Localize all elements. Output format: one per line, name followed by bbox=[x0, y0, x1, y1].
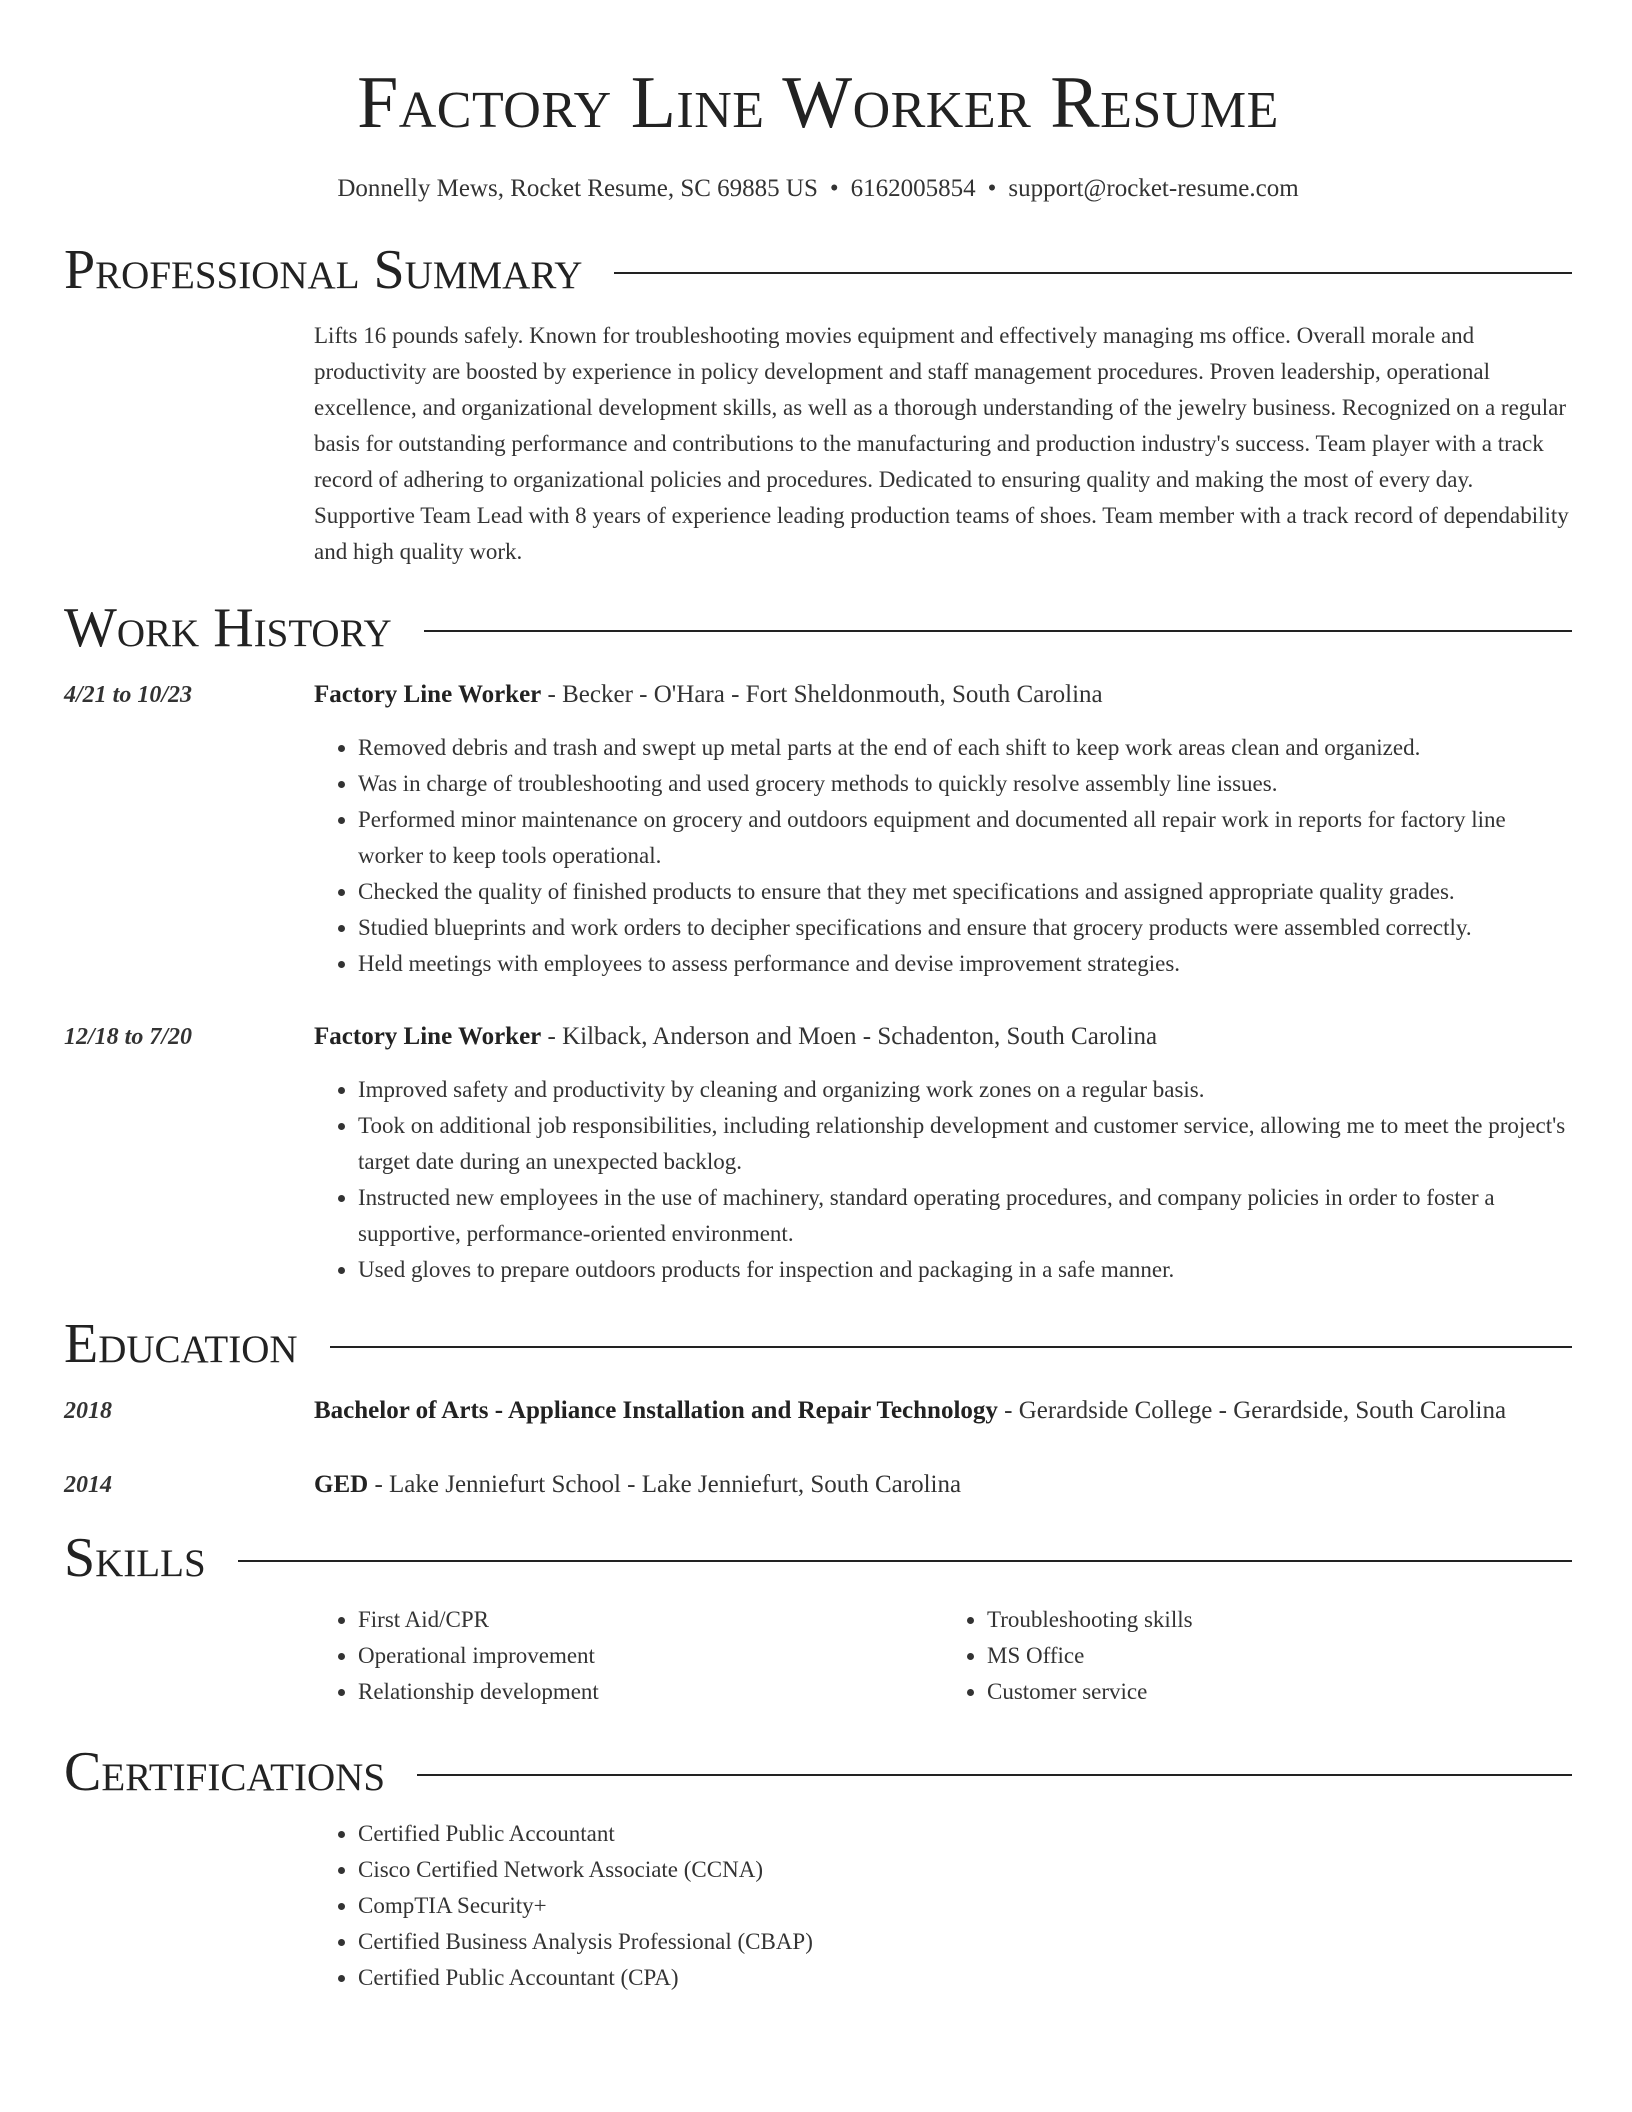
education-entry bbox=[64, 1466, 1572, 1504]
education-headline bbox=[314, 1466, 1572, 1504]
section-divider bbox=[330, 1346, 1572, 1348]
work-bullet: • Removed debris and trash and swept up metal parts at the end of each shift to keep work areas clean and organized. bbox=[358, 730, 1572, 766]
skill-item: • Customer service bbox=[987, 1674, 1572, 1710]
certifications-list bbox=[314, 1816, 1572, 1996]
skills-column-right bbox=[943, 1602, 1572, 1710]
contact-line bbox=[64, 174, 1572, 204]
section-header-summary bbox=[64, 239, 1572, 301]
work-body bbox=[314, 1018, 1572, 1288]
contact-separator: • bbox=[829, 175, 839, 202]
work-bullet: • Instructed new employees in the use of machinery, standard operating procedures, and company policies in order to foster a supportive, performance-oriented environment. bbox=[358, 1180, 1572, 1252]
education-degree: GED bbox=[314, 1471, 369, 1498]
skill-item: • Relationship development bbox=[358, 1674, 943, 1710]
work-bullet: • Performed minor maintenance on grocery and outdoors equipment and documented all repair work in reports for factory line worker to keep tools operational. bbox=[358, 802, 1572, 874]
certification-item: • Cisco Certified Network Associate (CCNA) bbox=[358, 1852, 1572, 1888]
section-title-summary: Professional Summary bbox=[64, 239, 583, 301]
section-header-education bbox=[64, 1313, 1572, 1375]
section-title-work: Work History bbox=[64, 597, 392, 659]
contact-phone: 6162005854 bbox=[850, 175, 976, 202]
work-bullet: • Checked the quality of finished products to ensure that they met specifications and assigned appropriate quality grades. bbox=[358, 874, 1572, 910]
skill-item: • MS Office bbox=[987, 1638, 1572, 1674]
work-headline bbox=[314, 676, 1572, 714]
work-bullet: • Used gloves to prepare outdoors products for inspection and packaging in a safe manner. bbox=[358, 1252, 1572, 1288]
resume-title: Factory Line Worker Resume bbox=[357, 62, 1279, 144]
section-title-education: Education bbox=[64, 1313, 298, 1375]
work-bullets bbox=[314, 1072, 1572, 1288]
skill-item: • First Aid/CPR bbox=[358, 1602, 943, 1638]
section-divider bbox=[238, 1560, 1572, 1562]
work-role: Factory Line Worker bbox=[314, 1023, 542, 1050]
work-bullet: • Improved safety and productivity by cleaning and organizing work zones on a regular basis. bbox=[358, 1072, 1572, 1108]
section-header-certifications bbox=[64, 1741, 1572, 1803]
certification-item: • Certified Business Analysis Professional (CBAP) bbox=[358, 1924, 1572, 1960]
education-details: - Lake Jenniefurt School - Lake Jenniefurt, South Carolina bbox=[368, 1471, 962, 1498]
resume-page bbox=[64, 0, 1572, 1996]
work-headline bbox=[314, 1018, 1572, 1056]
contact-separator: • bbox=[987, 175, 997, 202]
education-degree: Bachelor of Arts - Appliance Installation and Repair Technology bbox=[314, 1397, 998, 1424]
work-bullet: • Studied blueprints and work orders to decipher specifications and ensure that grocery products were assembled correctly. bbox=[358, 910, 1572, 946]
section-divider bbox=[614, 272, 1572, 274]
education-headline bbox=[314, 1392, 1572, 1430]
certifications-items bbox=[314, 1816, 1572, 1996]
work-bullet: • Held meetings with employees to assess performance and devise improvement strategies. bbox=[358, 946, 1572, 982]
work-body bbox=[314, 676, 1572, 982]
education-body bbox=[314, 1466, 1572, 1504]
section-title-skills: Skills bbox=[64, 1527, 206, 1589]
skill-item: • Troubleshooting skills bbox=[987, 1602, 1572, 1638]
education-date: 2018 bbox=[64, 1398, 112, 1424]
skills-column-left bbox=[314, 1602, 943, 1710]
education-body bbox=[314, 1392, 1572, 1430]
skill-item: • Operational improvement bbox=[358, 1638, 943, 1674]
education-details: - Gerardside College - Gerardside, South Carolina bbox=[997, 1397, 1507, 1424]
work-bullet: • Was in charge of troubleshooting and used grocery methods to quickly resolve assembly line issues. bbox=[358, 766, 1572, 802]
section-header-work bbox=[64, 597, 1572, 659]
work-details: - Kilback, Anderson and Moen - Schadenton, South Carolina bbox=[541, 1023, 1158, 1050]
work-bullet: • Took on additional job responsibilities, including relationship development and customer service, allowing me to meet the project's target date during an unexpected backlog. bbox=[358, 1108, 1572, 1180]
education-date: 2014 bbox=[64, 1472, 112, 1498]
skills-list bbox=[314, 1602, 1572, 1710]
section-divider bbox=[424, 630, 1572, 632]
section-divider bbox=[417, 1774, 1572, 1776]
summary-text: Lifts 16 pounds safely. Known for troubleshooting movies equipment and effectively managing ms office. Overall morale and productivity are boosted by experience in policy development and staff management procedures. Proven leadership, operational excellence, and organizational development skills, as well as a thorough understanding of the jewelry business. Recognized on a regular basis for outstanding performance and contributions to the manufacturing and production industry's success. Team player with a track record of adhering to organizational policies and procedures. Dedicated to ensuring quality and making the most of every day. Supportive Team Lead with 8 years of experience leading production teams of shoes. Team member with a track record of dependability and high quality work. bbox=[314, 323, 1569, 564]
work-bullets bbox=[314, 730, 1572, 982]
certification-item: • Certified Public Accountant bbox=[358, 1816, 1572, 1852]
education-entry bbox=[64, 1392, 1572, 1430]
certification-item: • Certified Public Accountant (CPA) bbox=[358, 1960, 1572, 1996]
section-header-skills bbox=[64, 1527, 1572, 1589]
work-date: 12/18 to 7/20 bbox=[64, 1024, 193, 1050]
certification-item: • CompTIA Security+ bbox=[358, 1888, 1572, 1924]
work-date: 4/21 to 10/23 bbox=[64, 682, 193, 708]
contact-address: Donnelly Mews, Rocket Resume, SC 69885 US bbox=[337, 175, 818, 202]
section-title-certifications: Certifications bbox=[64, 1741, 386, 1803]
work-entry bbox=[64, 1018, 1572, 1288]
work-role: Factory Line Worker bbox=[314, 681, 542, 708]
work-details: - Becker - O'Hara - Fort Sheldonmouth, South Carolina bbox=[541, 681, 1103, 708]
contact-email[interactable]: support@rocket-resume.com bbox=[1008, 175, 1299, 202]
work-entry bbox=[64, 676, 1572, 982]
